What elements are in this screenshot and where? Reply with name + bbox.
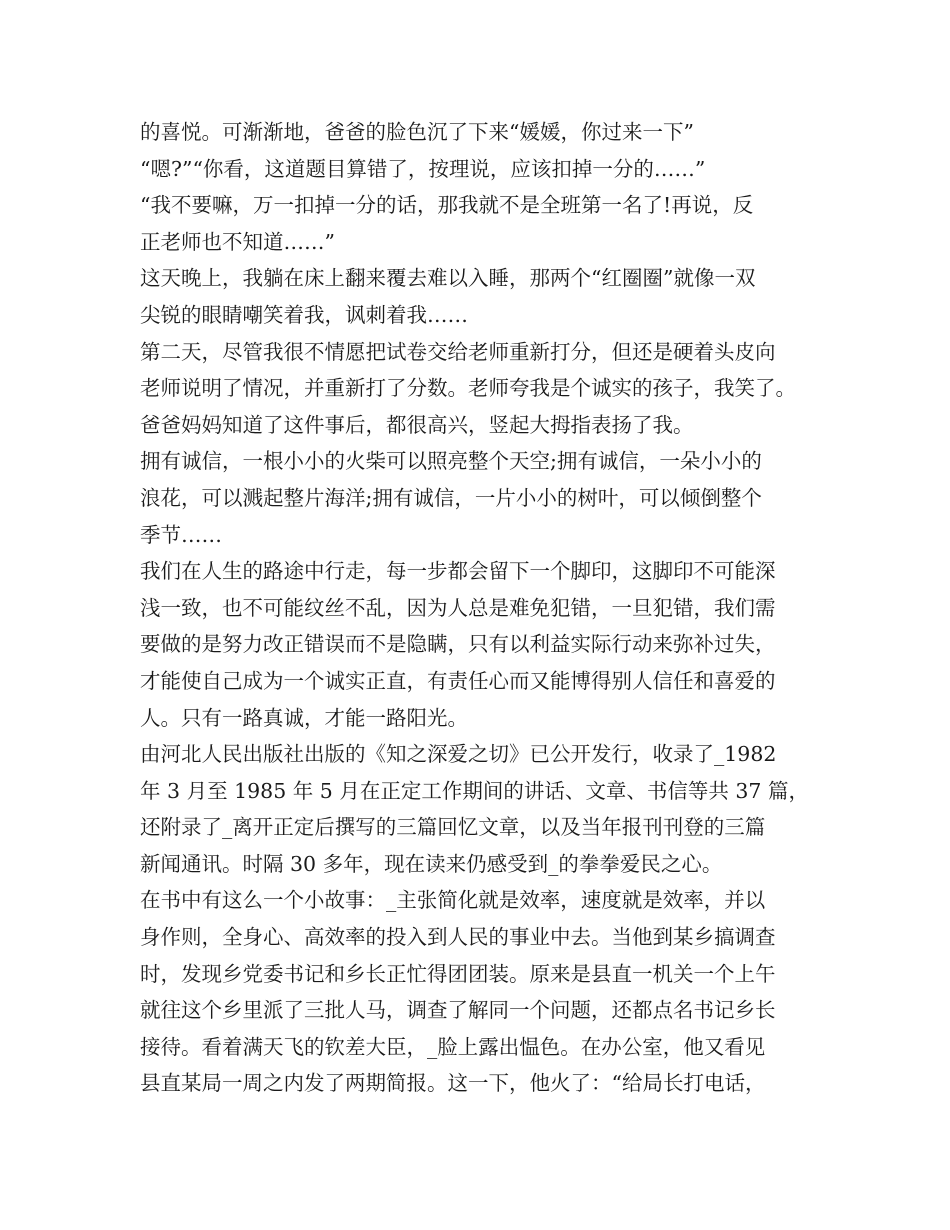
text-line: 浪花，可以溅起整片海洋;拥有诚信，一片小小的树叶，可以倾倒整个 [140, 485, 762, 510]
text-line: 身作则，全身心、高效率的投入到人民的事业中去。当他到某乡搞调查 [140, 925, 776, 950]
text-line: 浅一致，也不可能纹丝不乱，因为人总是难免犯错，一旦犯错，我们需 [140, 595, 776, 620]
text-line: 第二天，尽管我很不情愿把试卷交给老师重新打分，但还是硬着头皮向 [140, 339, 776, 364]
text-line: 这天晚上，我躺在床上翻来覆去难以入睡，那两个“红圈圈”就像一双 [140, 266, 756, 291]
text-line: 爸爸妈妈知道了这件事后，都很高兴，竖起大拇指表扬了我。 [140, 412, 694, 437]
text-line: 我们在人生的路途中行走，每一步都会留下一个脚印，这脚印不可能深 [140, 559, 776, 584]
text-line: 还附录了_离开正定后撰写的三篇回忆文章，以及当年报刊刊登的三篇 [140, 815, 766, 840]
text-line: 在书中有这么一个小故事：_主张简化就是效率，速度就是效率，并以 [140, 888, 766, 913]
text-line: “我不要嘛，万一扣掉一分的话，那我就不是全班第一名了!再说，反 [140, 193, 754, 218]
text-line: 尖锐的眼睛嘲笑着我，讽刺着我…… [140, 302, 468, 327]
text-line: 老师说明了情况，并重新打了分数。老师夸我是个诚实的孩子，我笑了。 [140, 376, 796, 401]
text-line: “嗯?”“你看，这道题目算错了，按理说，应该扣掉一分的……” [140, 156, 706, 181]
text-line: 人。只有一路真诚，才能一路阳光。 [140, 705, 468, 730]
text-line: 正老师也不知道……” [140, 229, 335, 254]
text-line: 县直某局一周之内发了两期简报。这一下，他火了：“给局长打电话， [140, 1071, 766, 1096]
text-line: 接待。看着满天飞的钦差大臣，_脸上露出愠色。在办公室，他又看见 [140, 1034, 766, 1059]
text-line: 要做的是努力改正错误而不是隐瞒，只有以利益实际行动来弥补过失， [140, 632, 776, 657]
text-line: 年 3 月至 1985 年 5 月在正定工作期间的讲话、文章、书信等共 37 篇， [140, 778, 809, 803]
text-line: 才能使自己成为一个诚实正直，有责任心而又能博得别人信任和喜爱的 [140, 668, 776, 693]
document-body [140, 114, 820, 1102]
text-line: 时，发现乡党委书记和乡长正忙得团团装。原来是县直一机关一个上午 [140, 961, 776, 986]
text-line: 就往这个乡里派了三批人马，调查了解同一个问题，还都点名书记乡长 [140, 998, 776, 1023]
text-line: 拥有诚信，一根小小的火柴可以照亮整个天空;拥有诚信，一朵小小的 [140, 449, 762, 474]
text-line: 新闻通讯。时隔 30 多年，现在读来仍感受到_的拳拳爱民之心。 [140, 851, 723, 876]
text-line: 由河北人民出版社出版的《知之深爱之切》已公开发行，收录了_1982 [140, 742, 777, 767]
text-line: 的喜悦。可渐渐地，爸爸的脸色沉了下来“媛媛，你过来一下” [140, 120, 694, 144]
text-line: 季节…… [140, 522, 222, 547]
